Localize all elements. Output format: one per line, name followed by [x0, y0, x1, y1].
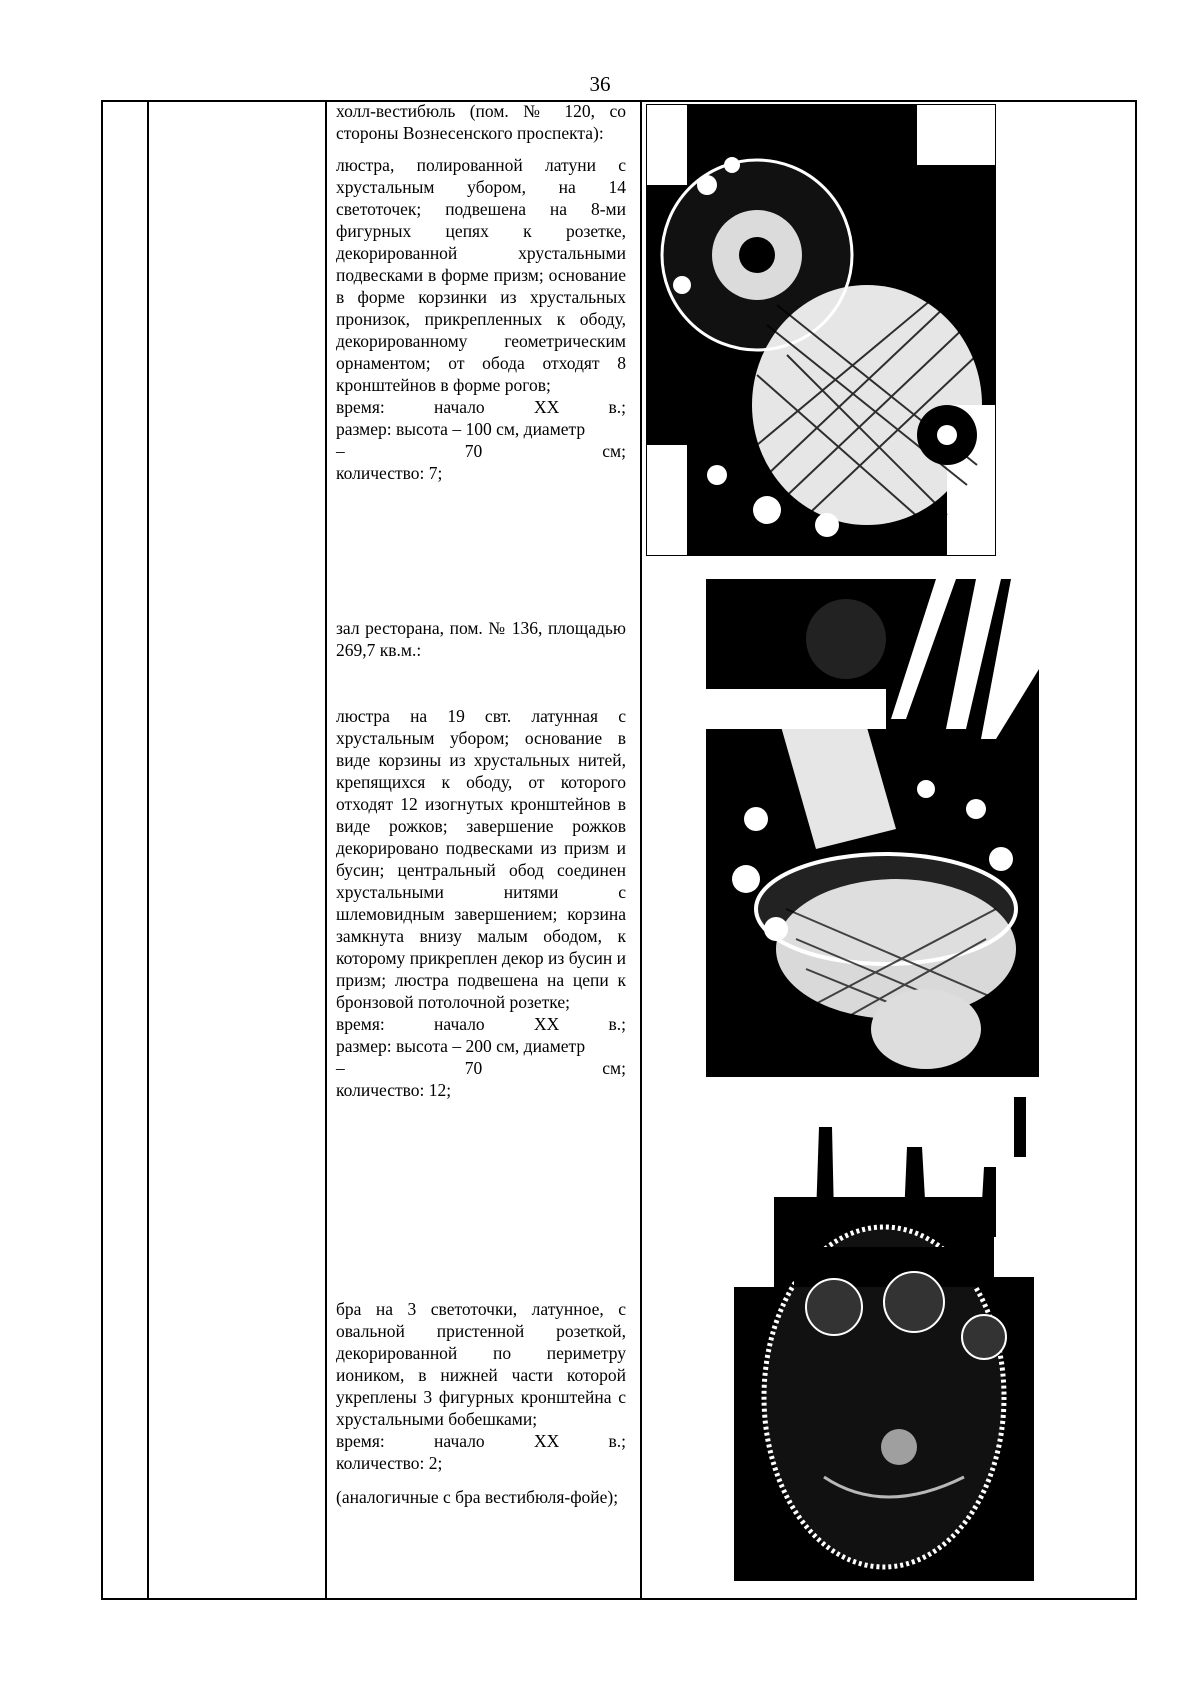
- chandelier-restaurant-image: [706, 579, 1039, 1077]
- entry-1-size-line: [336, 440, 626, 462]
- entry-1-size-dash: –: [336, 441, 345, 461]
- entry-3-time-century: XX: [533, 1431, 560, 1451]
- column-divider-1: [147, 102, 149, 1598]
- entry-2: [336, 617, 626, 1101]
- sconce-image: [734, 1097, 1034, 1581]
- page-number: 36: [589, 72, 611, 96]
- column-divider-2: [325, 102, 327, 1598]
- entry-2-time: [336, 1013, 626, 1035]
- entry-2-size-value: 70: [464, 1058, 483, 1078]
- entry-1-size-value: 70: [464, 441, 483, 461]
- entry-1-heading: холл-вестибюль (пом. № 120, со стороны Вознесенского проспекта):: [336, 101, 626, 143]
- entry-3-time: [336, 1430, 626, 1452]
- entry-2-quantity: количество: 12;: [336, 1080, 452, 1100]
- entry-2-time-value: начало: [434, 1014, 485, 1034]
- entry-3: [336, 1298, 626, 1508]
- entry-2-size-dash: –: [336, 1058, 345, 1078]
- entry-1-size-unit: см;: [602, 441, 626, 461]
- entry-2-description: люстра на 19 свт. латунная с хрустальным убором; основание в виде корзины из хрустальных нитей, крепящихся к ободу, от которого отходят 12 изогнутых кронштейнов в виде рожков; завершение рожков декорировано подвесками из призм и бусин; центральный обод соединен хрустальными нитями с шлемовидным завершением; корзина замкнута внизу малым ободом, к которому прикреплен декор из бусин и призм; люстра подвешена на цепи к бронзовой потолочной розетке;: [336, 706, 626, 1012]
- entry-2-size-unit: см;: [602, 1058, 626, 1078]
- entry-2-size-line: [336, 1057, 626, 1079]
- entry-2-time-unit: в.;: [608, 1014, 626, 1034]
- entry-3-quantity: количество: 2;: [336, 1453, 443, 1473]
- entry-1: [336, 100, 626, 484]
- photo-chandelier-restaurant: [706, 579, 1039, 1077]
- entry-2-heading: зал ресторана, пом. № 136, площадью 269,7 кв.м.:: [336, 618, 626, 660]
- photo-chandelier-hall: [646, 104, 996, 556]
- entry-1-time-label: время:: [336, 397, 385, 417]
- entry-1-size: размер: высота – 100 см, диаметр: [336, 419, 586, 439]
- entry-1-time: [336, 396, 626, 418]
- chandelier-hall-image: [647, 105, 995, 555]
- entry-1-quantity: количество: 7;: [336, 463, 443, 483]
- entry-2-time-century: XX: [533, 1014, 560, 1034]
- photo-sconce: [734, 1097, 1034, 1581]
- entry-3-note: (аналогичные с бра вестибюля-фойе);: [336, 1487, 619, 1507]
- entry-1-time-value: начало: [434, 397, 485, 417]
- entry-3-time-value: начало: [434, 1431, 485, 1451]
- entry-1-time-unit: в.;: [608, 397, 626, 417]
- entry-3-time-label: время:: [336, 1431, 385, 1451]
- entry-1-description: люстра, полированной латуни с хрустальным убором, на 14 светоточек; подвешена на 8-ми фигурных цепях к розетке, декорированной хрустальными подвесками в форме призм; основание в форме корзинки из хрустальных пронизок, прикрепленных к ободу, декорированному геометрическим орнаментом; от обода отходят 8 кронштейнов в форме рогов;: [336, 155, 626, 395]
- entry-3-time-unit: в.;: [608, 1431, 626, 1451]
- entry-2-size: размер: высота – 200 см, диаметр: [336, 1036, 586, 1056]
- entry-1-time-century: XX: [533, 397, 560, 417]
- column-divider-3: [640, 102, 642, 1598]
- entry-3-description: бра на 3 светоточки, латунное, с овальной пристенной розеткой, декорированной по периметру иоником, в нижней части которой укреплены 3 фигурных кронштейна с хрустальными бобешками;: [336, 1299, 626, 1429]
- entry-2-time-label: время:: [336, 1014, 385, 1034]
